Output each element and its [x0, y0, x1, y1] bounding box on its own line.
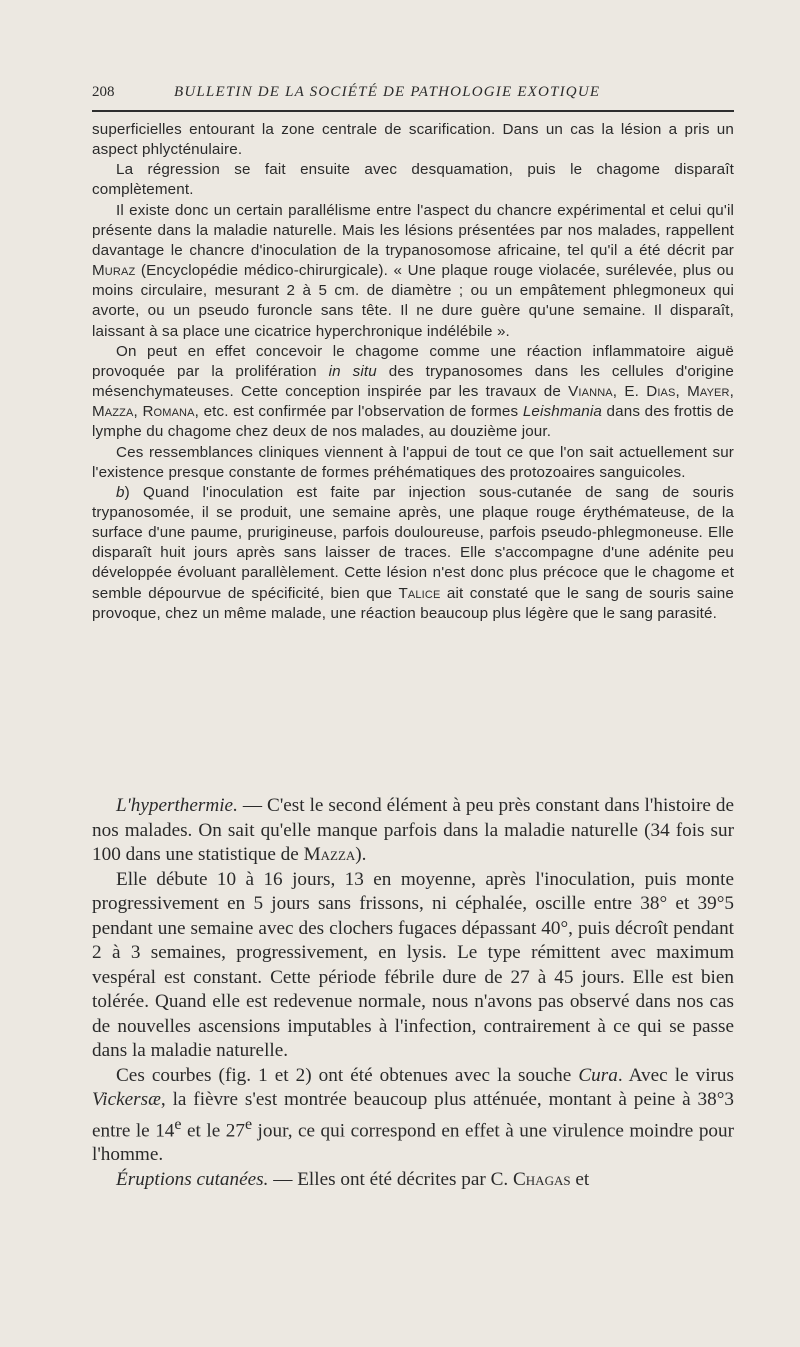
author-name: Muraz	[92, 262, 136, 280]
paragraph: superficielles entourant la zone centrale de scarification. Dans un cas la lésion a pris un aspect phlycténulaire.	[92, 121, 734, 159]
paragraph: La régression se fait ensuite avec desquamation, puis le chagome disparaît complètement.	[92, 161, 734, 199]
section-paragraph: Éruptions cutanées. — Elles ont été décrites par C. Chagas et	[116, 1168, 590, 1190]
author-name: Vianna	[568, 383, 613, 401]
paragraph: Ces ressemblances cliniques viennent à l'appui de tout ce que l'on sait actuellement sur l'existence presque constante de formes préhématiques des protozoaires sanguicoles.	[92, 443, 734, 481]
paragraph: Ces courbes (fig. 1 et 2) ont été obtenues avec la souche Cura. Avec le virus Vickersæ, la fièvre s'est montrée beaucoup plus atténuée, montant à peine à 38°3 entre le 14e et le 27e jour, ce qui correspond en effet à une virulence moindre pour l'homme.	[92, 1064, 734, 1166]
section-paragraph: L'hyperthermie. — C'est le second élément à peu près constant dans l'histoire de nos malades. On sait qu'elle manque parfois dans la maladie naturelle (34 fois sur 100 dans une statistique de Mazza).	[92, 795, 734, 865]
author-name: Talice	[398, 584, 441, 602]
page-number: 208	[92, 84, 115, 100]
author-name: Dias	[646, 383, 676, 401]
author-name: Mazza	[303, 844, 356, 865]
paragraph: Il existe donc un certain parallélisme entre l'aspect du chancre expérimental et celui qu'il présente dans la maladie naturelle. Mais les lésions présentées par nos malades, rappellent davantage le chancre d'inoculation de la trypanosomose africaine, tel qu'il a été décrit par Muraz (Encyclopédie médico-chirurgicale). « Une plaque rouge violacée, surélevée, plus ou moins circulaire, mesurant 2 à 5 cm. de diamètre ; ou un empâtement phlegmoneux qui avorte, ou un pseudo furoncle sans tête. Il ne dure guère qu'une semaine. Il disparaît, laissant à sa place une cicatrice hyperchronique indélébile ».	[92, 201, 734, 340]
paragraph: Elle débute 10 à 16 jours, 13 en moyenne, après l'inoculation, puis monte progressivement en 5 jours sans frissons, ni céphalée, oscille entre 38° et 39°5 pendant une semaine avec des clochers fugaces dépassant 40°, puis décroît pendant 2 à 3 semaines, progressivement, en lysis. Le type rémittent avec maximum vespéral est constant. Cette période fébrile dure de 27 à 45 jours. Elle est bien tolérée. Quand elle est redevenue normale, nous n'avons pas observé dans nos cas de nouvelles ascensions imputables à l'infection, contrairement à ce qui se passe dans la maladie naturelle.	[92, 868, 734, 1061]
running-header	[92, 82, 734, 108]
small-text-block	[92, 120, 734, 624]
section-title: Éruptions cutanées.	[116, 1168, 269, 1190]
author-name: Romana	[142, 403, 195, 421]
author-name: Chagas	[513, 1168, 571, 1190]
large-text-block	[92, 794, 734, 1192]
journal-title: BULLETIN DE LA SOCIÉTÉ DE PATHOLOGIE EXOTIQUE	[174, 84, 601, 100]
paragraph: On peut en effet concevoir le chagome comme une réaction inflammatoire aiguë provoquée par la prolifération in situ des trypanosomes dans les cellules d'origine mésenchymateuses. Cette conception inspirée par les travaux de Vianna, E. Dias, Mayer, Mazza, Romana, etc. est confirmée par l'observation de formes Leishmania dans des frottis de lymphe du chagome chez deux de nos malades, au douzième jour.	[92, 342, 735, 441]
author-name: Mayer	[687, 383, 730, 401]
section-title: L'hyperthermie.	[116, 795, 238, 816]
author-name: Mazza	[92, 403, 134, 421]
paragraph: b) Quand l'inoculation est faite par injection sous-cutanée de sang de souris trypanosomée, il se produit, une semaine après, une plaque rouge érythémateuse, de la surface d'une paume, prurigineuse, parfois douloureuse, parfois pseudo-phlegmoneuse. Elle disparaît huit jours après sans laisser de traces. Elle s'accompagne d'une adénite peu développée évoluant parallèlement. Cette lésion n'est donc plus précoce que le chagome et semble dépourvue de spécificité, bien que Talice ait constaté que le sang de souris saine provoque, chez un même malade, une réaction beaucoup plus légère que le sang parasité.	[92, 483, 734, 622]
header-rule	[92, 110, 734, 112]
